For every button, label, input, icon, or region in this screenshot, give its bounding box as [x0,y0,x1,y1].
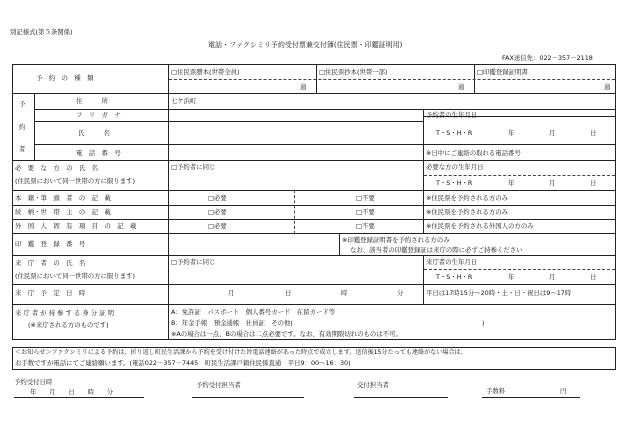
visit-date-label: 来 庁 予 定 日 時 [15,289,86,297]
fee-label: 手数料 [486,387,506,395]
record-label-zokugara: 続 柄・世 帯 主 の 記 載 [15,208,111,216]
received-datetime-label: 予約受付日時 [14,378,53,386]
id-docs-requirement: ※Aの場合は一点、Bの場合は二点必要です。なお、有効期限切れのものは不可。 [171,330,402,338]
seal-number-label: 印 鑑 登 録 番 号 [15,240,86,248]
form-title: 電話・ファクシミリ予約受付票兼交付簿(住民票・印鑑証明用) [208,41,403,49]
copies-unit-2: 通 [458,83,465,91]
visitor-birth-month: 月 [549,273,556,281]
furigana-label: フ リ ガ ナ [76,111,121,119]
visitor-era[interactable]: T・S・H・R [436,273,473,281]
needed-birth-day: 日 [590,179,597,187]
received-datetime-units: 年 月 日 時 分 [30,388,114,396]
visit-month: 月 [228,289,235,297]
id-docs-other-close: ) [482,319,485,327]
applicant-birth-month: 月 [549,129,556,137]
id-docs-note: (※来庁される方のものです) [28,321,109,329]
name-label: 氏 名 [78,129,110,137]
visitor-name-note: (住民票において同一世帯の方に限ります) [15,272,136,280]
checkbox-resident-copy-partial[interactable]: □住民票抄本(世帯一部) [319,68,388,76]
applicant-birth-day: 日 [590,129,597,137]
form-reference: 別記様式(第５条関係) [10,28,73,36]
kind-label: 予 約 の 種 類 [36,74,94,82]
address-label: 住 所 [76,97,108,105]
copies-unit-3: 通 [604,83,611,91]
record-label-foreigner: 外 国 人 固 有 項 目 の 記 載 [15,222,137,230]
fax-number: FAX送信先：022－357－2118 [502,54,593,62]
needed-birth-year: 年 [508,179,515,187]
needed-person-note: (住民票において同一世帯の方に限ります) [15,177,136,185]
visit-day: 日 [285,289,292,297]
id-docs-group-a: A：免許証 パスポート 個人番号カード 在留カード等 [171,308,336,316]
record-label-honseki: 本 籍・筆 頭 者 の 記 載 [15,194,111,202]
checkbox-seal-certificate[interactable]: □印鑑登録証明書 [477,68,528,76]
visit-hour: 時 [341,289,348,297]
seal-note-2: なお、該当者の印鑑登録証は来庁の際に必ずご持参ください [350,246,523,254]
copies-unit-1: 通 [300,83,307,91]
checkbox-honseki-noneed[interactable]: □不要 [356,194,375,202]
visitor-birth-day: 日 [590,273,597,281]
deliverer-label: 交付担当者 [357,381,389,389]
checkbox-same-as-applicant[interactable]: □予約者に同じ [171,163,216,171]
phone-note: ※日中にご連絡の取れる電話番号 [426,149,521,157]
needed-person-label: 必 要 な 方 の 氏 名 [15,164,99,172]
checkbox-zokugara-need[interactable]: □必要 [208,208,227,216]
visitor-birth-year: 年 [508,273,515,281]
phone-label: 電 話 番 号 [76,149,121,157]
checkbox-resident-copy-full[interactable]: □住民票謄本(世帯全員) [171,68,240,76]
seal-note-1: ※印鑑登録証明書を予約される方のみ [342,236,450,244]
visitor-name-label: 来 庁 者 の 氏 名 [15,259,86,267]
applicant-era[interactable]: T・S・H・R [436,129,473,137]
receiver-label: 予約受付担当者 [196,381,241,389]
applicant-birth-label: 予約者の生年月日 [426,111,478,119]
id-docs-group-b: B：年金手帳 預金通帳 社員証 その他( [171,319,293,327]
office-hours: 平日は17時15分～20時・土・日・祝日は9～17時 [426,289,572,297]
applicant-group-label-3: 者 [19,145,26,153]
checkbox-zokugara-noneed[interactable]: □不要 [356,208,375,216]
visit-minute: 分 [397,289,404,297]
record-note-zokugara: ※住民票を予約される方のみ [426,208,509,216]
visitor-birth-label: 来庁者の生年月日 [426,258,478,266]
needed-birth-month: 月 [549,179,556,187]
applicant-group-label-1: 予 [19,100,26,108]
needed-era[interactable]: T・S・H・R [436,179,473,187]
notice-line-2: お手数ですが電話にてご連絡願います。(電話022－357－7445 町民生活課戸籍住民係直通 平日9：00～16：30) [15,359,351,367]
fee-unit: 円 [560,387,567,395]
checkbox-honseki-need[interactable]: □必要 [208,194,227,202]
applicant-group-label-2: 約 [19,123,26,131]
checkbox-foreigner-need[interactable]: □必要 [208,222,227,230]
applicant-birth-year: 年 [508,129,515,137]
address-field[interactable]: 七ケ浜町 [171,97,197,105]
record-note-honseki: ※住民票を予約される方のみ [426,194,509,202]
checkbox-foreigner-noneed[interactable]: □不要 [356,222,375,230]
id-docs-label: 来 庁 者 が 持 参 す る 身 分 証 明 [15,309,115,317]
needed-birth-label: 必要な方の生年月日 [426,163,484,171]
record-note-foreigner: ※住民票を予約される外国人の方のみ [426,222,534,230]
notice-line-1: ＜お知らせ＞ファクシミリによる予約は、折り返し町民生活課から予約を受け付けた旨電話連絡があった時点で成立します。送信後15分たっても連絡がない場合は、 [15,349,467,356]
checkbox-visitor-same[interactable]: □予約者に同じ [171,258,216,266]
